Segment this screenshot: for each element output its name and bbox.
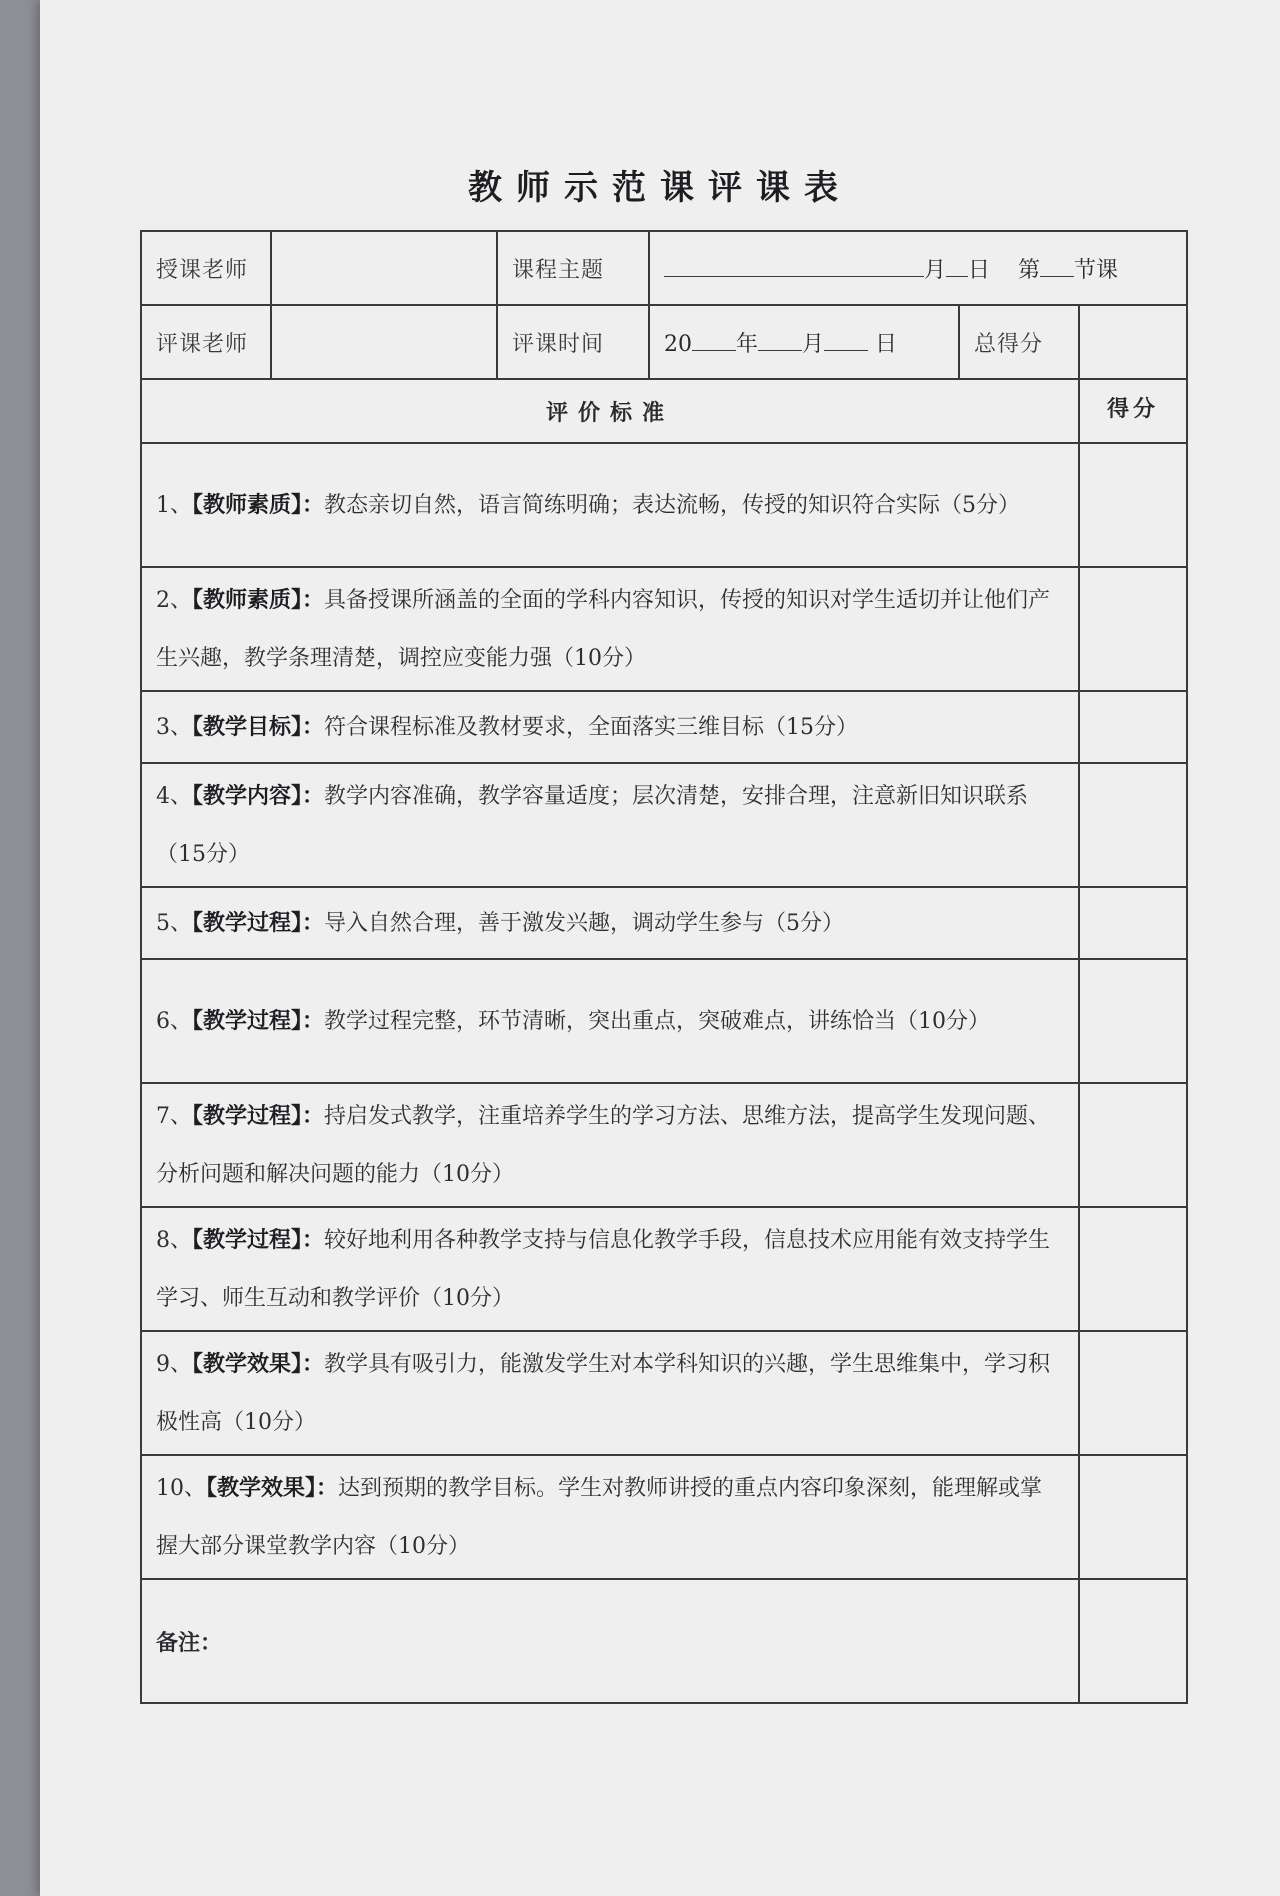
criterion-tag: 【教学内容】： — [192, 782, 325, 809]
criterion-text — [141, 1083, 1079, 1207]
criterion-tag: 【教学效果】： — [206, 1474, 339, 1501]
criterion-tag: 【教学过程】： — [192, 1226, 325, 1253]
criterion-row — [141, 1455, 1187, 1579]
evaluation-table — [140, 230, 1188, 1704]
criterion-row — [141, 887, 1187, 959]
topic-month: 月 — [924, 257, 947, 283]
criterion-number: 2、 — [156, 587, 192, 613]
criterion-number: 4、 — [156, 783, 192, 809]
score-cell[interactable] — [1079, 1331, 1187, 1455]
topic-field[interactable] — [649, 231, 1187, 305]
criterion-row — [141, 567, 1187, 691]
criterion-text — [141, 691, 1079, 763]
topic-label: 课程主题 — [497, 231, 649, 305]
criterion-number: 10、 — [156, 1475, 206, 1501]
score-cell[interactable] — [1079, 567, 1187, 691]
criterion-number: 9、 — [156, 1351, 192, 1377]
criterion-description: 符合课程标准及教材要求，全面落实三维目标（15分） — [324, 714, 859, 740]
review-year: 年 — [736, 331, 759, 357]
criterion-text — [141, 887, 1079, 959]
teacher-label: 授课老师 — [141, 231, 271, 305]
review-year-prefix: 20 — [664, 331, 692, 357]
teacher-field[interactable] — [271, 231, 497, 305]
reviewer-field[interactable] — [271, 305, 497, 379]
score-cell[interactable] — [1079, 887, 1187, 959]
criterion-tag: 【教师素质】： — [192, 491, 325, 518]
remark-field[interactable] — [141, 1579, 1079, 1703]
criterion-row — [141, 959, 1187, 1083]
remark-label: 备注： — [156, 1629, 223, 1656]
score-cell[interactable] — [1079, 691, 1187, 763]
criterion-tag: 【教学过程】： — [192, 1102, 325, 1129]
criterion-tag: 【教学过程】： — [192, 909, 325, 936]
score-cell[interactable] — [1079, 1455, 1187, 1579]
criterion-row — [141, 763, 1187, 887]
score-cell[interactable] — [1079, 1207, 1187, 1331]
criterion-number: 6、 — [156, 1008, 192, 1034]
score-cell[interactable] — [1079, 959, 1187, 1083]
criterion-tag: 【教师素质】： — [192, 586, 325, 613]
reviewer-label: 评课老师 — [141, 305, 271, 379]
topic-period-suffix: 节课 — [1074, 257, 1119, 283]
review-time-field[interactable] — [649, 305, 959, 379]
criterion-number: 7、 — [156, 1103, 192, 1129]
criterion-text — [141, 763, 1079, 887]
criterion-description: 导入自然合理，善于激发兴趣，调动学生参与（5分） — [324, 910, 845, 936]
criterion-description: 较好地利用各种教学支持与信息化教学手段，信息技术应用能有效支持学生学习、师生互动和教学评价（10分） — [156, 1227, 1051, 1311]
review-time-label: 评课时间 — [497, 305, 649, 379]
form-sheet — [40, 0, 1280, 1896]
criterion-text — [141, 1207, 1079, 1331]
criterion-description: 持启发式教学，注重培养学生的学习方法、思维方法，提高学生发现问题、分析问题和解决问题的能力（10分） — [156, 1103, 1051, 1187]
remark-score-cell[interactable] — [1079, 1579, 1187, 1703]
criterion-row — [141, 1331, 1187, 1455]
criterion-description: 教学内容准确，教学容量适度；层次清楚，安排合理，注意新旧知识联系（15分） — [156, 783, 1029, 867]
criterion-description: 教学具有吸引力，能激发学生对本学科知识的兴趣，学生思维集中，学习积极性高（10分） — [156, 1351, 1051, 1435]
criterion-row — [141, 691, 1187, 763]
criterion-tag: 【教学效果】： — [192, 1350, 325, 1377]
criterion-description: 教学过程完整，环节清晰，突出重点，突破难点，讲练恰当（10分） — [324, 1008, 991, 1034]
criteria-header-row — [141, 379, 1187, 443]
criterion-number: 5、 — [156, 910, 192, 936]
header-row-1 — [141, 231, 1187, 305]
review-day: 日 — [875, 331, 898, 357]
score-cell[interactable] — [1079, 763, 1187, 887]
criterion-number: 3、 — [156, 714, 192, 740]
form-title: 教师示范课评课表 — [468, 168, 852, 208]
score-cell[interactable] — [1079, 1083, 1187, 1207]
criteria-header: 评价标准 — [141, 379, 1079, 443]
criterion-description: 达到预期的教学目标。学生对教师讲授的重点内容印象深刻，能理解或掌握大部分课堂教学内容（10分） — [156, 1475, 1043, 1559]
criterion-number: 1、 — [156, 492, 192, 518]
total-score-label: 总得分 — [959, 305, 1079, 379]
criterion-text — [141, 443, 1079, 567]
criterion-text — [141, 959, 1079, 1083]
topic-day: 日 — [968, 257, 991, 283]
criterion-description: 教态亲切自然，语言简练明确；表达流畅，传授的知识符合实际（5分） — [324, 492, 1021, 518]
score-cell[interactable] — [1079, 443, 1187, 567]
criterion-text — [141, 567, 1079, 691]
criterion-tag: 【教学目标】： — [192, 713, 325, 740]
criterion-row — [141, 1083, 1187, 1207]
criterion-row — [141, 1207, 1187, 1331]
criterion-tag: 【教学过程】： — [192, 1007, 325, 1034]
criterion-number: 8、 — [156, 1227, 192, 1253]
criterion-description: 具备授课所涵盖的全面的学科内容知识，传授的知识对学生适切并让他们产生兴趣，教学条理清楚，调控应变能力强（10分） — [156, 587, 1051, 671]
criterion-row — [141, 443, 1187, 567]
header-row-2 — [141, 305, 1187, 379]
topic-period-prefix: 第 — [1018, 257, 1041, 283]
score-header: 得分 — [1079, 379, 1187, 443]
criterion-text — [141, 1455, 1079, 1579]
criterion-text — [141, 1331, 1079, 1455]
review-month: 月 — [802, 331, 825, 357]
total-score-field[interactable] — [1079, 305, 1187, 379]
remark-row — [141, 1579, 1187, 1703]
